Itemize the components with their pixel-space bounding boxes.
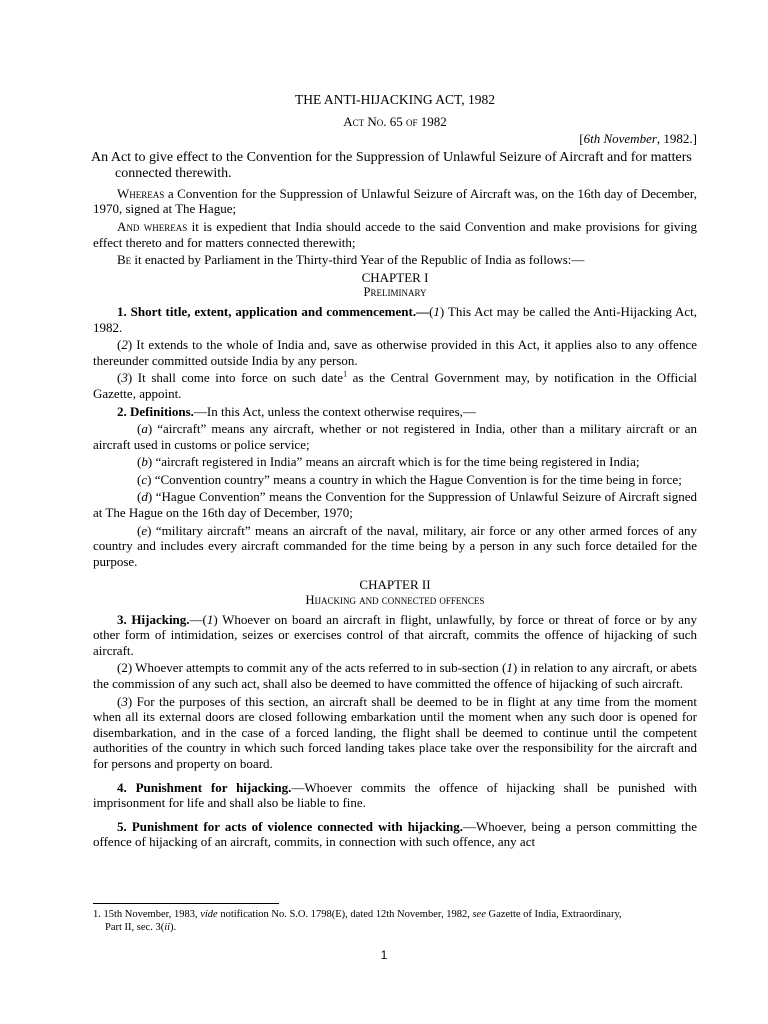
section-5: 5. Punishment for acts of violence connected with hijacking.—Whoever, being a person committing the offence of hijacking of an aircraft, commits, in connection with such offence, any act <box>93 818 697 850</box>
section-1-sub-2: (2) It extends to the whole of India and, save as otherwise provided in this Act, it applies also to any offence thereunder committed outside India by any person. <box>93 337 697 368</box>
section-4: 4. Punishment for hijacking.—Whoever commits the offence of hijacking shall be punished with imprisonment for life and shall also be liable to fine. <box>93 779 697 811</box>
enacting-formula: Be it enacted by Parliament in the Thirty-third Year of the Republic of India as follows:— <box>117 252 585 268</box>
act-date: [6th November, 1982.] <box>579 131 697 147</box>
footnote-ref[interactable]: 1 <box>343 369 348 379</box>
act-title: THE ANTI-HIJACKING ACT, 1982 <box>295 92 495 107</box>
section-1-sub-3: (3) It shall come into force on such date$^1$ as the Central Government may, by notification in the Official Gazette, appoint. <box>93 369 697 401</box>
definition-e: (e) “military aircraft” means an aircraft of the naval, military, air force or any other armed forces of any country and includes every aircraft commanded for the time being by a person in any such force detailed for the purpose. <box>93 522 697 569</box>
definition-d: (d) “Hague Convention” means the Convention for the Suppression of Unlawful Seizure of Aircraft signed at The Hague on the 16th day of December, 1970; <box>93 489 697 521</box>
definition-b: (b) “aircraft registered in India” means an aircraft which is for the time being registered in India; <box>137 454 640 470</box>
long-title: An Act to give effect to the Convention for the Suppression of Unlawful Seizure of Aircraft and for matters connected therewith. <box>91 149 692 182</box>
preamble-whereas: Whereas a Convention for the Suppression of Unlawful Seizure of Aircraft was, on the 16th day of December, 1970, signed at The Hague; <box>93 185 697 217</box>
footnote-1: 1. 15th November, 1983, vide notification No. S.O. 1798(E), dated 12th November, 1982, see Gazette of India, Extraordinary, Part II, sec. 3(ii). <box>93 909 622 933</box>
preamble-and-whereas: And whereas it is expedient that India should accede to the said Convention and make provisions for giving effect thereto and for matters connected therewith; <box>93 218 697 250</box>
footnote-divider <box>93 903 279 904</box>
section-3-sub-1: 3. Hijacking.—(1) Whoever on board an aircraft in flight, unlawfully, by force or threat of force or by any other form of intimidation, seizes or exercises control of that aircraft, commits the offence of hijacking of such aircraft. <box>93 611 697 658</box>
page-number: 1 <box>380 948 388 962</box>
chapter-2-subheading: Hijacking and connected offences <box>305 593 485 608</box>
section-2-intro: 2. Definitions.—In this Act, unless the context otherwise requires,— <box>117 403 476 419</box>
chapter-1-subheading: Preliminary <box>363 285 427 300</box>
section-3-sub-3: (3) For the purposes of this section, an aircraft shall be deemed to be in flight at any time from the moment when all its external doors are closed following embarkation until the moment when any such door is opened for disembarkation, and in the case of a forced landing, the flight shall be deemed to continue until the competent authorities of the country in which such forced landing takes place take over the responsibility for the aircraft and for persons and property on board. <box>93 693 697 771</box>
chapter-2-heading: CHAPTER II <box>359 577 431 593</box>
act-number: Act No. 65 of 1982 <box>343 113 447 129</box>
chapter-1-heading: CHAPTER I <box>361 269 429 285</box>
document-body <box>93 92 697 852</box>
definition-c: (c) “Convention country” means a country in which the Hague Convention is for the time being in force; <box>137 471 682 487</box>
section-1-sub-1: 1. Short title, extent, application and commencement.—(1) This Act may be called the Anti-Hijacking Act, 1982. <box>93 303 697 335</box>
section-3-sub-2: (2) Whoever attempts to commit any of the acts referred to in sub-section (1) in relation to any aircraft, or abets the commission of any such act, shall also be deemed to have committed the offence of hijacking of such aircraft. <box>93 660 697 691</box>
definition-a: (a) “aircraft” means any aircraft, whether or not registered in India, other than a military aircraft or an aircraft used in customs or police service; <box>93 421 697 452</box>
